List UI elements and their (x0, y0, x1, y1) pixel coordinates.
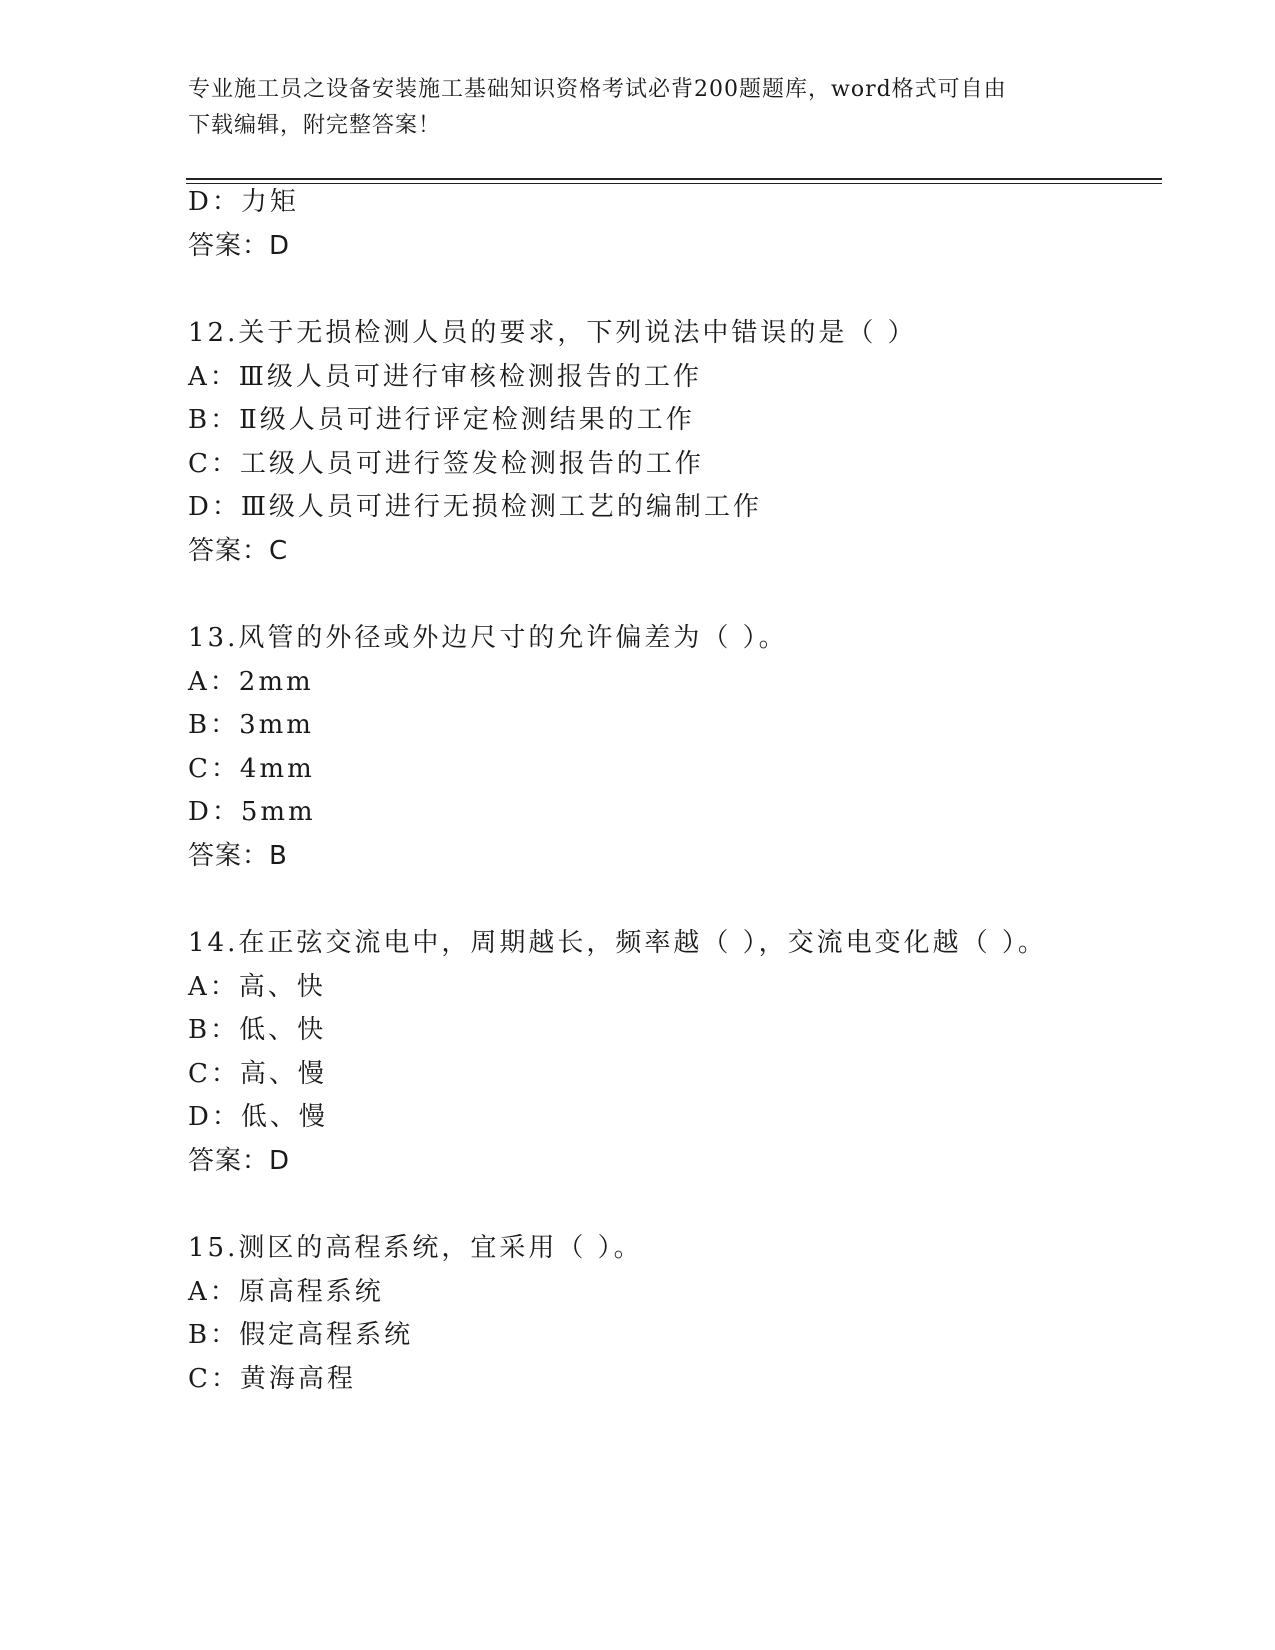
option-a: A：原高程系统 (188, 1277, 384, 1307)
question-stem: 12.关于无损检测人员的要求，下列说法中错误的是（ ） (188, 318, 917, 348)
option-b: B：低、快 (188, 1015, 327, 1045)
document-header (188, 72, 1088, 144)
answer-line: 答案：C (188, 536, 289, 566)
option-d: D：低、慢 (188, 1102, 328, 1132)
header-line-2: 下载编辑，附完整答案！ (188, 113, 442, 138)
header-divider-thin (186, 183, 1162, 184)
answer-line: 答案：D (188, 231, 291, 261)
option-b: B：假定高程系统 (188, 1320, 414, 1350)
option-a: A：高、快 (188, 972, 326, 1002)
option-d: D：5mm (188, 797, 316, 827)
header-line-1: 专业施工员之设备安装施工基础知识资格考试必背200题题库，word格式可自由 (188, 77, 1007, 102)
option-c: C：工级人员可进行签发检测报告的工作 (188, 449, 704, 479)
question-stem: 13.风管的外径或外边尺寸的允许偏差为（ ）。 (188, 623, 788, 653)
option-b: B：3mm (188, 710, 314, 740)
option-c: C：黄海高程 (188, 1364, 356, 1394)
question-stem: 14.在正弦交流电中，周期越长，频率越（ ），交流电变化越（ ）。 (188, 928, 1047, 958)
header-divider-thick (186, 178, 1162, 180)
question-stem: 15.测区的高程系统，宜采用（ ）。 (188, 1233, 643, 1263)
answer-line: 答案：D (188, 1146, 291, 1176)
option-a: A：2mm (188, 667, 314, 697)
option-c: C：4mm (188, 754, 315, 784)
option-a: A：Ⅲ级人员可进行审核检测报告的工作 (188, 362, 702, 392)
option-c: C：高、慢 (188, 1059, 327, 1089)
answer-line: 答案：B (188, 841, 288, 871)
option-d: D：力矩 (188, 187, 299, 217)
option-b: B：Ⅱ级人员可进行评定检测结果的工作 (188, 405, 695, 435)
option-d: D：Ⅲ级人员可进行无损检测工艺的编制工作 (188, 492, 762, 522)
